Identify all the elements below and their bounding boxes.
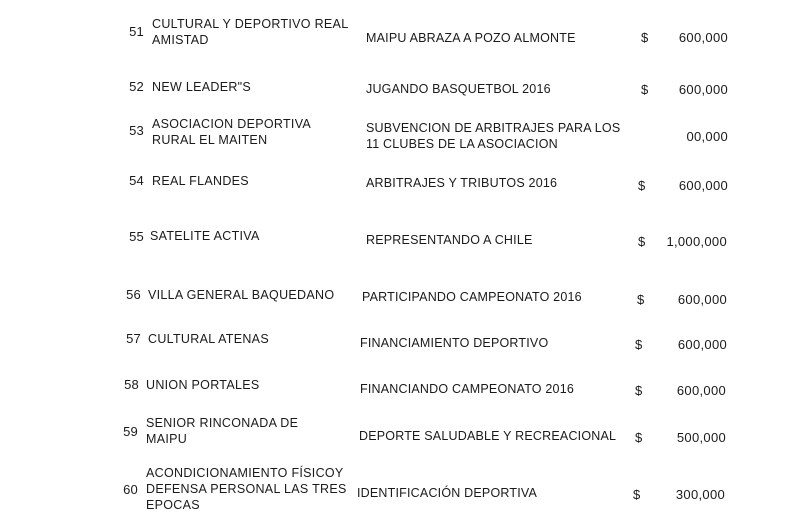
club-name: NEW LEADER"S xyxy=(152,80,252,94)
amount: 500,000 xyxy=(676,430,726,445)
currency-symbol: $ xyxy=(637,292,645,307)
project-name: ARBITRAJES Y TRIBUTOS 2016 xyxy=(366,176,558,190)
amount: 600,000 xyxy=(678,82,728,97)
project-name: DEPORTE SALUDABLE Y RECREACIONAL xyxy=(359,429,617,443)
row-number: 53 xyxy=(129,123,144,138)
club-name: SENIOR RINCONADA DE MAIPU xyxy=(146,416,299,446)
project-name: SUBVENCION DE ARBITRAJES PARA LOS 11 CLUBES DE LA ASOCIACION xyxy=(366,121,621,151)
project-name: FINANCIANDO CAMPEONATO 2016 xyxy=(360,382,575,396)
club-name: UNION PORTALES xyxy=(146,378,260,392)
project-name: IDENTIFICACIÓN DEPORTIVA xyxy=(357,486,538,500)
currency-symbol: $ xyxy=(635,337,643,352)
project-name: REPRESENTANDO A CHILE xyxy=(366,233,533,247)
row-number: 51 xyxy=(129,24,144,39)
row-number: 54 xyxy=(129,173,144,188)
project-name: PARTICIPANDO CAMPEONATO 2016 xyxy=(362,290,582,304)
currency-symbol: $ xyxy=(635,430,643,445)
currency-symbol: $ xyxy=(641,82,649,97)
club-name: REAL FLANDES xyxy=(152,174,249,188)
amount: 600,000 xyxy=(676,383,726,398)
row-number: 56 xyxy=(126,287,141,302)
club-name: SATELITE ACTIVA xyxy=(150,229,260,243)
amount: 600,000 xyxy=(678,178,728,193)
amount: 1,000,000 xyxy=(666,234,727,249)
currency-symbol: $ xyxy=(638,178,646,193)
club-name: CULTURAL Y DEPORTIVO REAL AMISTAD xyxy=(152,17,349,47)
amount: 300,000 xyxy=(675,487,725,502)
row-number: 58 xyxy=(124,377,139,392)
amount: 00,000 xyxy=(686,129,728,144)
club-name: ASOCIACION DEPORTIVA RURAL EL MAITEN xyxy=(152,117,312,147)
currency-symbol: $ xyxy=(638,234,646,249)
currency-symbol: $ xyxy=(633,487,641,502)
amount: 600,000 xyxy=(678,30,728,45)
club-name: CULTURAL ATENAS xyxy=(148,332,269,346)
amount: 600,000 xyxy=(677,337,727,352)
currency-symbol: $ xyxy=(641,30,649,45)
row-number: 55 xyxy=(129,229,144,244)
project-name: MAIPU ABRAZA A POZO ALMONTE xyxy=(366,31,576,45)
currency-symbol: $ xyxy=(635,383,643,398)
row-number: 52 xyxy=(129,79,144,94)
amount: 600,000 xyxy=(677,292,727,307)
club-name: VILLA GENERAL BAQUEDANO xyxy=(148,288,335,302)
project-name: JUGANDO BASQUETBOL 2016 xyxy=(366,82,551,96)
club-name: ACONDICIONAMIENTO FÍSICOY DEFENSA PERSONAL LAS TRES EPOCAS xyxy=(146,466,347,512)
row-number: 57 xyxy=(126,331,141,346)
project-name: FINANCIAMIENTO DEPORTIVO xyxy=(360,336,549,350)
row-number: 59 xyxy=(123,424,138,439)
row-number: 60 xyxy=(123,482,138,497)
